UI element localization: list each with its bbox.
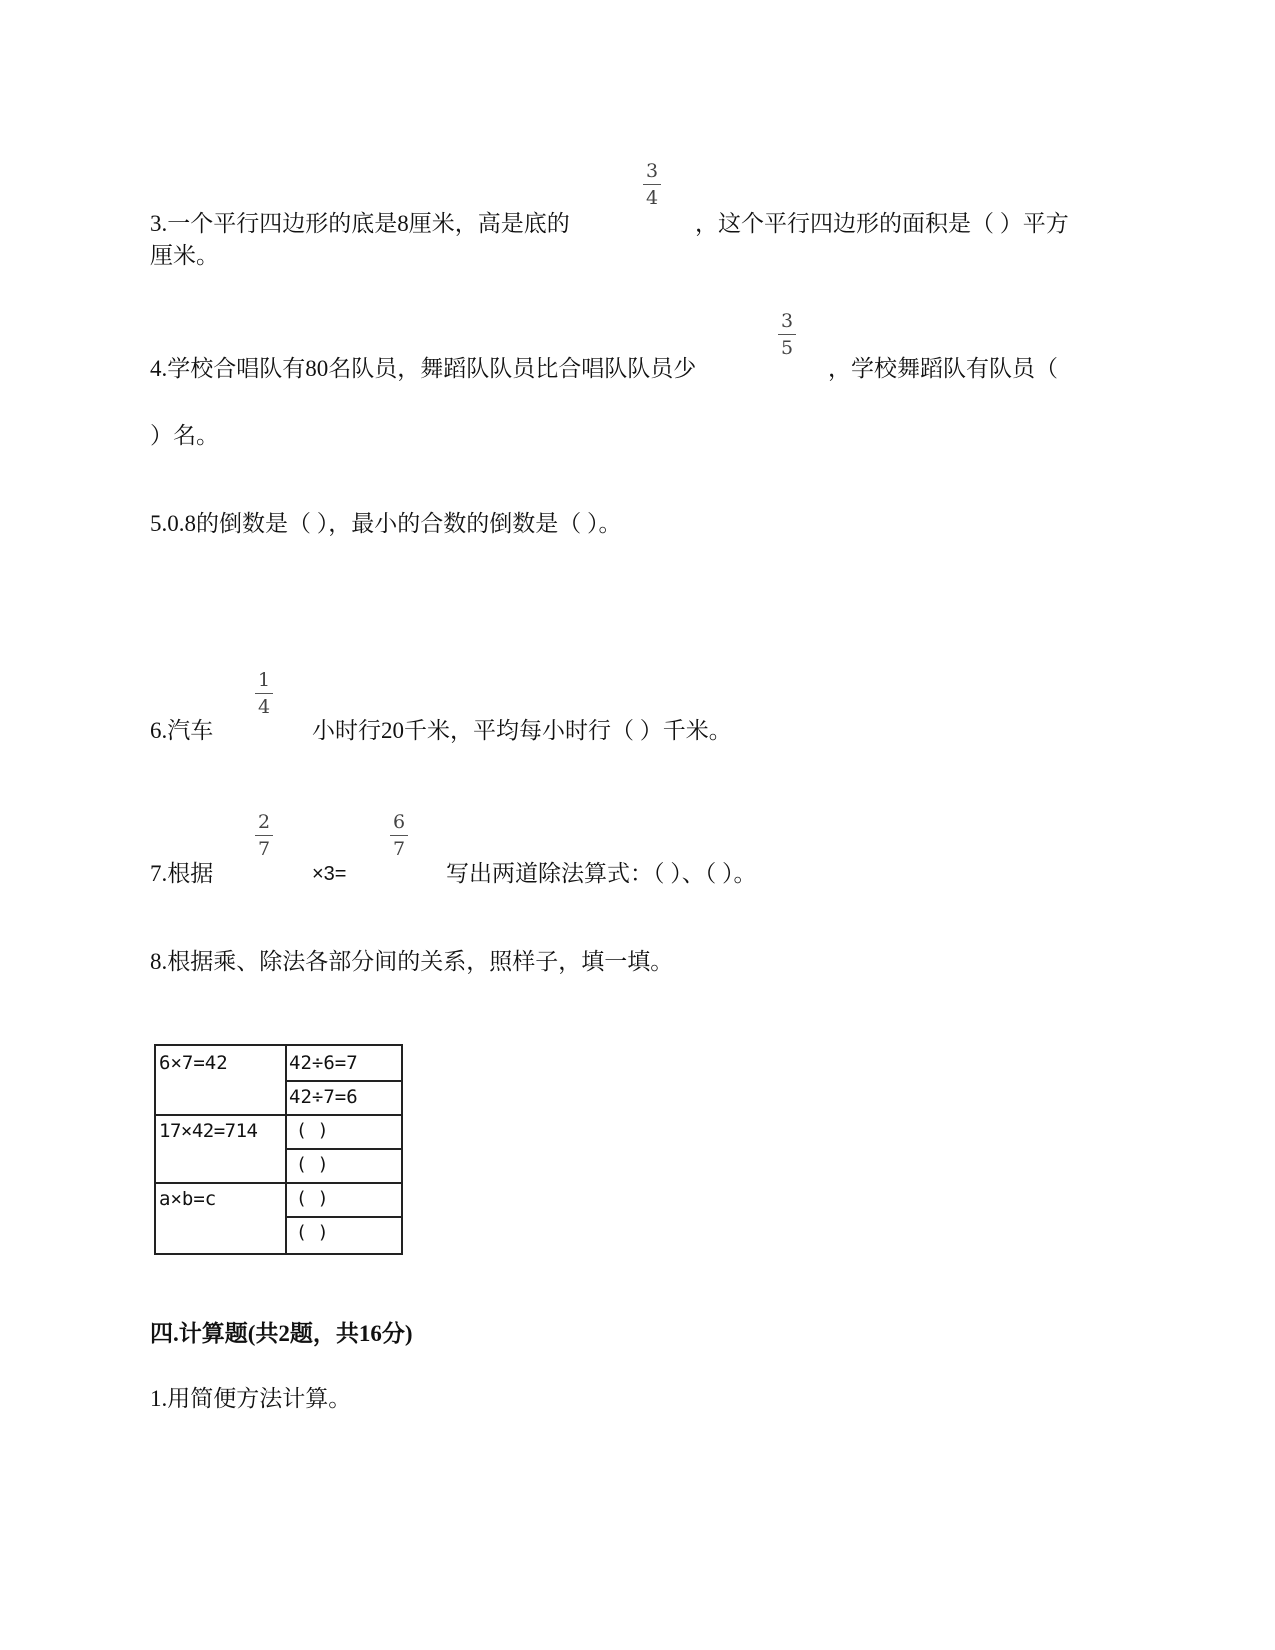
fraction-bar bbox=[255, 835, 273, 836]
fraction-denominator: 4 bbox=[645, 187, 659, 210]
fraction-3-4 bbox=[640, 160, 664, 209]
section-heading: 四.计算题(共2题，共16分) bbox=[150, 1321, 413, 1346]
fraction-1-4 bbox=[252, 669, 276, 718]
question-8-text: 8.根据乘、除法各部分间的关系，照样子，填一填。 bbox=[150, 949, 674, 974]
table-subrow-divider bbox=[285, 1148, 401, 1150]
fraction-numerator: 2 bbox=[257, 811, 271, 833]
table-cell-right: ( ) bbox=[296, 1120, 329, 1141]
table-subrow-divider bbox=[285, 1080, 401, 1082]
table-cell-right: ( ) bbox=[296, 1222, 329, 1243]
question-3-text-a: 3.一个平行四边形的底是8厘米，高是底的 bbox=[150, 211, 570, 236]
table-subrow-divider bbox=[285, 1216, 401, 1218]
question-4-text-b: ，学校舞蹈队有队员（ bbox=[828, 356, 1058, 381]
question-3-text-c: 厘米。 bbox=[150, 243, 219, 268]
fraction-denominator: 4 bbox=[257, 696, 271, 719]
relation-table bbox=[154, 1044, 403, 1255]
table-row-divider bbox=[156, 1114, 401, 1116]
question-7-text-a: 7.根据 bbox=[150, 861, 214, 886]
fraction-2-7 bbox=[252, 811, 276, 860]
question-4-text-c: ）名。 bbox=[150, 423, 219, 448]
table-cell-right: ( ) bbox=[296, 1154, 329, 1175]
table-cell-right: ( ) bbox=[296, 1188, 329, 1209]
question-3-text-b: ，这个平行四边形的面积是（ ）平方 bbox=[695, 211, 1069, 236]
fraction-numerator: 6 bbox=[392, 811, 406, 833]
fraction-bar bbox=[390, 835, 408, 836]
question-7-text-c: 写出两道除法算式：（ ）、（ ）。 bbox=[446, 861, 757, 886]
fraction-bar bbox=[778, 334, 796, 335]
table-row-divider bbox=[156, 1182, 401, 1184]
fraction-bar bbox=[643, 184, 661, 185]
table-cell-right: 42÷7=6 bbox=[289, 1086, 358, 1108]
table-cell-left: 17×42=714 bbox=[159, 1120, 258, 1142]
fraction-bar bbox=[255, 693, 273, 694]
table-cell-right: 42÷6=7 bbox=[289, 1052, 358, 1074]
section-4-question-1: 1.用简便方法计算。 bbox=[150, 1386, 352, 1411]
fraction-denominator: 5 bbox=[780, 337, 794, 360]
question-5-text: 5.0.8的倒数是（ ），最小的合数的倒数是（ ）。 bbox=[150, 511, 622, 536]
fraction-6-7 bbox=[387, 811, 411, 860]
question-6-text-a: 6.汽车 bbox=[150, 718, 214, 743]
fraction-denominator: 7 bbox=[392, 838, 406, 861]
question-4-text-a: 4.学校合唱队有80名队员，舞蹈队队员比合唱队队员少 bbox=[150, 356, 697, 381]
fraction-denominator: 7 bbox=[257, 838, 271, 861]
fraction-numerator: 1 bbox=[257, 669, 271, 691]
fraction-numerator: 3 bbox=[780, 310, 794, 332]
question-7-text-b: ×3= bbox=[312, 863, 347, 885]
fraction-3-5 bbox=[775, 310, 799, 359]
table-cell-left: a×b=c bbox=[159, 1188, 217, 1210]
table-cell-left: 6×7=42 bbox=[159, 1052, 228, 1074]
question-6-text-b: 小时行20千米，平均每小时行（ ）千米。 bbox=[312, 718, 732, 743]
fraction-numerator: 3 bbox=[645, 160, 659, 182]
